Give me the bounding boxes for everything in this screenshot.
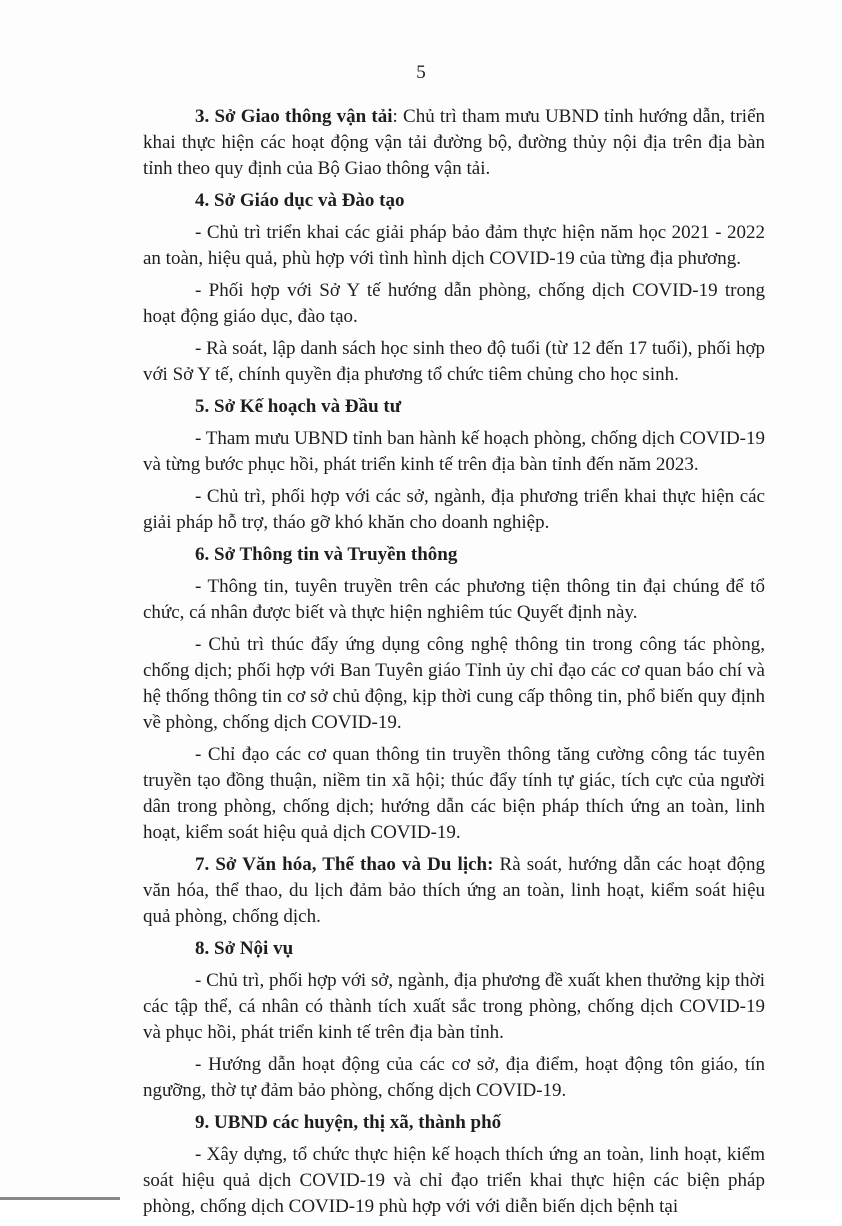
section-heading: 5. Sở Kế hoạch và Đầu tư — [195, 396, 402, 417]
section-heading: 4. Sở Giáo dục và Đào tạo — [195, 190, 405, 211]
section-lead-text: Rà soát, hướng dẫn các hoạt động văn hóa, thể thao, du lịch đảm bảo thích ứng an toàn, linh hoạt, kiểm soát hiệu quả phòng, chống dịch. — [143, 854, 765, 927]
section-heading: 6. Sở Thông tin và Truyền thông — [195, 544, 458, 565]
section-lead-paragraph — [143, 852, 765, 930]
body-paragraph: - Phối hợp với Sở Y tế hướng dẫn phòng, chống dịch COVID-19 trong hoạt động giáo dục, đào tạo. — [143, 280, 765, 327]
section-lead-title: 3. Sở Giao thông vận tải — [195, 106, 393, 127]
section-lead-paragraph — [143, 104, 765, 182]
body-paragraph: - Tham mưu UBND tỉnh ban hành kế hoạch phòng, chống dịch COVID-19 và từng bước phục hồi, phát triển kinh tế trên địa bàn tỉnh đến năm 2023. — [143, 428, 765, 475]
section-heading: 8. Sở Nội vụ — [195, 938, 294, 959]
body-paragraph: - Chủ trì thúc đẩy ứng dụng công nghệ thông tin trong công tác phòng, chống dịch; phối hợp với Ban Tuyên giáo Tỉnh ủy chỉ đạo các cơ quan báo chí và hệ thống thông tin cơ sở chủ động, kịp thời cung cấp thông tin, phổ biến quy định về phòng, chống dịch COVID-19. — [143, 634, 765, 733]
section-lead-title: 7. Sở Văn hóa, Thể thao và Du lịch: — [195, 854, 494, 875]
body-paragraph: - Chỉ đạo các cơ quan thông tin truyền thông tăng cường công tác tuyên truyền tạo đồng thuận, niềm tin xã hội; thúc đẩy tính tự giác, tích cực của người dân trong phòng, chống dịch; hướng dẫn các biện pháp thích ứng an toàn, linh hoạt, kiểm soát hiệu quả dịch COVID-19. — [143, 744, 765, 843]
body-paragraph: - Chủ trì, phối hợp với các sở, ngành, địa phương triển khai thực hiện các giải pháp hỗ trợ, tháo gỡ khó khăn cho doanh nghiệp. — [143, 486, 765, 533]
body-paragraph: - Chủ trì, phối hợp với sở, ngành, địa phương đề xuất khen thưởng kịp thời các tập thể, cá nhân có thành tích xuất sắc trong phòng, chống dịch COVID-19 và phục hồi, phát triển kinh tế trên địa bàn tỉnh. — [143, 970, 765, 1043]
document-body — [143, 104, 765, 1226]
body-paragraph: - Xây dựng, tổ chức thực hiện kế hoạch thích ứng an toàn, linh hoạt, kiểm soát hiệu quả dịch COVID-19 và chỉ đạo triển khai thực hiện các biện pháp phòng, chống dịch COVID-19 phù hợp với với diễn biến dịch bệnh tại — [143, 1144, 765, 1217]
body-paragraph: - Hướng dẫn hoạt động của các cơ sở, địa điểm, hoạt động tôn giáo, tín ngưỡng, thờ tự đảm bảo phòng, chống dịch COVID-19. — [143, 1054, 765, 1101]
body-paragraph: - Rà soát, lập danh sách học sinh theo độ tuổi (từ 12 đến 17 tuổi), phối hợp với Sở Y tế, chính quyền địa phương tổ chức tiêm chủng cho học sinh. — [143, 338, 765, 385]
body-paragraph: - Thông tin, tuyên truyền trên các phương tiện thông tin đại chúng để tổ chức, cá nhân được biết và thực hiện nghiêm túc Quyết định này. — [143, 576, 765, 623]
section-lead-text: : Chủ trì tham mưu UBND tỉnh hướng dẫn, triển khai thực hiện các hoạt động vận tải đường bộ, đường thủy nội địa trên địa bàn tỉnh theo quy định của Bộ Giao thông vận tải. — [143, 106, 765, 179]
body-paragraph: - Chủ trì triển khai các giải pháp bảo đảm thực hiện năm học 2021 - 2022 an toàn, hiệu quả, phù hợp với tình hình dịch COVID-19 của từng địa phương. — [143, 222, 765, 269]
page-number: 5 — [416, 62, 426, 83]
section-heading: 9. UBND các huyện, thị xã, thành phố — [195, 1112, 502, 1133]
